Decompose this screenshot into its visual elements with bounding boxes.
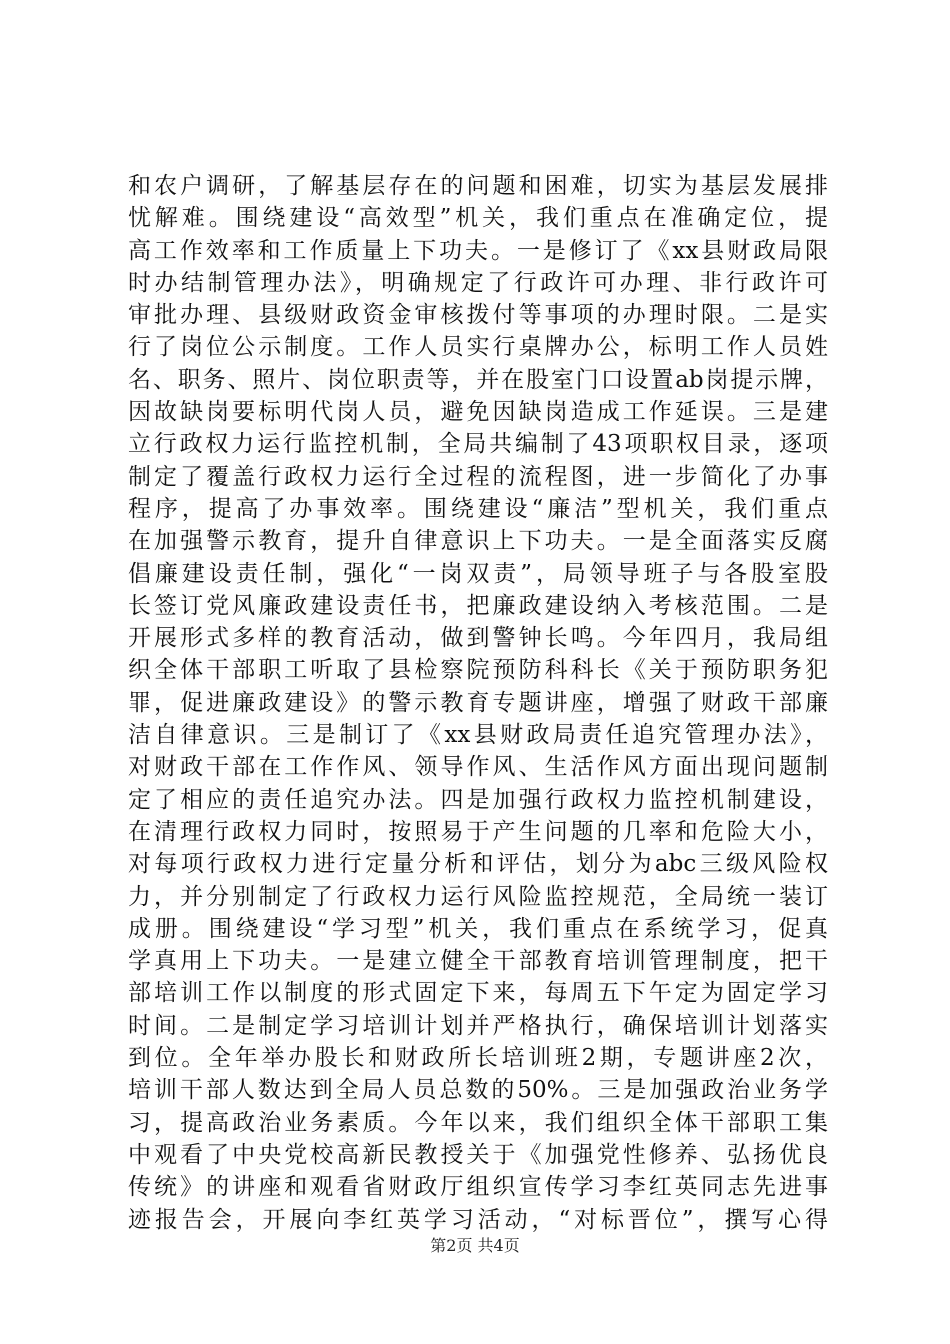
text-line: 审批办理、县级财政资金审核拨付等事项的办理时限。二是实: [128, 302, 828, 329]
text-line: 在清理行政权力同时，按照易于产生问题的几率和危险大小，: [128, 818, 828, 845]
text-line: 行了岗位公示制度。工作人员实行桌牌办公，标明工作人员姓: [128, 334, 828, 361]
text-line: 到位。全年举办股长和财政所长培训班2期，专题讲座2次，: [128, 1045, 828, 1072]
text-line: 习，提高政治业务素质。今年以来，我们组织全体干部职工集: [128, 1109, 828, 1136]
text-line: 在加强警示教育，提升自律意识上下功夫。一是全面落实反腐: [128, 528, 828, 555]
text-line: 培训干部人数达到全局人员总数的50%。三是加强政治业务学: [128, 1077, 828, 1104]
text-line: 时办结制管理办法》，明确规定了行政许可办理、非行政许可: [128, 269, 828, 296]
text-line: 和农户调研，了解基层存在的问题和困难，切实为基层发展排: [128, 173, 828, 199]
text-line: 高工作效率和工作质量上下功夫。一是修订了《xx县财政局限: [128, 237, 828, 264]
page-number-footer: 第2页 共4页: [430, 1236, 520, 1255]
text-line: 开展形式多样的教育活动，做到警钟长鸣。今年四月，我局组: [128, 625, 828, 652]
text-line: 部培训工作以制度的形式固定下来，每周五下午定为固定学习: [128, 980, 828, 1007]
text-line: 制定了覆盖行政权力运行全过程的流程图，进一步简化了办事: [128, 463, 828, 490]
text-line: 定了相应的责任追究办法。四是加强行政权力监控机制建设，: [128, 786, 828, 813]
text-line: 洁自律意识。三是制订了《xx县财政局责任追究管理办法》，: [128, 722, 828, 749]
text-line: 学真用上下功夫。一是建立健全干部教育培训管理制度，把干: [128, 948, 828, 975]
text-line: 传统》的讲座和观看省财政厅组织宣传学习李红英同志先进事: [128, 1174, 828, 1201]
text-line: 成册。围绕建设“学习型”机关，我们重点在系统学习，促真: [128, 915, 828, 942]
text-line: 力，并分别制定了行政权力运行风险监控规范，全局统一装订: [128, 883, 828, 910]
text-line: 迹报告会，开展向李红英学习活动，“对标晋位”，撰写心得: [128, 1206, 828, 1233]
text-line: 织全体干部职工听取了县检察院预防科科长《关于预防职务犯: [128, 657, 828, 684]
text-line: 罪，促进廉政建设》的警示教育专题讲座，增强了财政干部廉: [128, 689, 828, 716]
text-line: 中观看了中央党校高新民教授关于《加强党性修养、弘扬优良: [128, 1141, 828, 1168]
text-line: 名、职务、照片、岗位职责等，并在股室门口设置ab岗提示牌，: [128, 366, 828, 393]
text-line: 立行政权力运行监控机制，全局共编制了43项职权目录，逐项: [128, 431, 828, 458]
text-line: 长签订党风廉政建设责任书，把廉政建设纳入考核范围。二是: [128, 592, 828, 619]
text-line: 对每项行政权力进行定量分析和评估，划分为abc三级风险权: [128, 851, 828, 878]
text-line: 忧解难。围绕建设“高效型”机关，我们重点在准确定位，提: [128, 205, 828, 232]
text-line: 对财政干部在工作作风、领导作风、生活作风方面出现问题制: [128, 754, 828, 781]
text-line: 因故缺岗要标明代岗人员，避免因缺岗造成工作延误。三是建: [128, 399, 828, 426]
text-line: 倡廉建设责任制，强化“一岗双责”，局领导班子与各股室股: [128, 560, 828, 587]
body-text: [128, 170, 828, 1236]
text-line: 程序，提高了办事效率。围绕建设“廉洁”型机关，我们重点: [128, 495, 828, 522]
text-line: 时间。二是制定学习培训计划并严格执行，确保培训计划落实: [128, 1012, 828, 1039]
